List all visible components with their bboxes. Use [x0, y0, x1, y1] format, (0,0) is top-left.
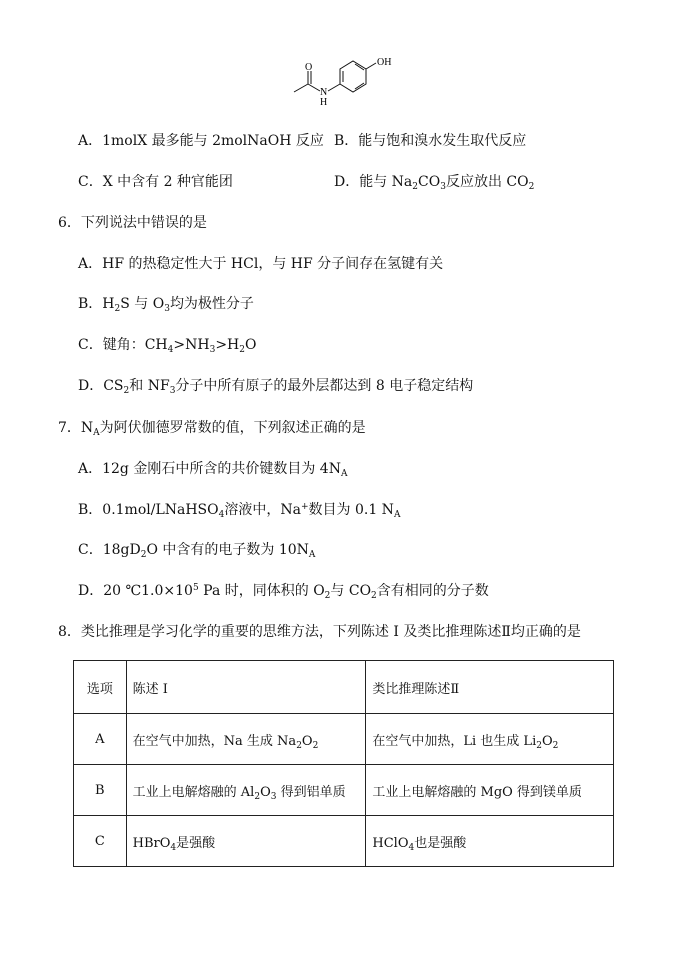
table-cell-statement-1: HBrO$_4$是强酸 [126, 816, 366, 867]
table-row [74, 765, 614, 816]
table-cell-statement-2: HClO$_4$也是强酸 [366, 816, 614, 867]
q5-option-c [78, 173, 233, 191]
q6-stem: 6．下列说法中错误的是 [58, 215, 207, 231]
molecule-structure-diagram [290, 52, 410, 110]
table-cell-statement-2: 工业上电解熔融的 MgO 得到镁单质 [366, 765, 614, 816]
q5-option-a [78, 132, 324, 150]
table-cell-statement-1: 在空气中加热，Na 生成 $Na_2O_2$ [126, 714, 366, 765]
table-cell-key: B [74, 765, 127, 816]
table-cell-statement-2: 在空气中加热，Li 也生成 $Li_2O_2$ [366, 714, 614, 765]
table-cell-key: C [74, 816, 127, 867]
q7-option-a: A．12g 金刚石中所含的共价键数目为 $4N_A$ [78, 461, 348, 479]
q6-option-b: B．$H_2S$ 与 $O_3$均为极性分子 [78, 296, 254, 314]
q8-stem: 8．类比推理是学习化学的重要的思维方法，下列陈述 I 及类比推理陈述Ⅱ均正确的是 [58, 624, 581, 640]
table-cell-key: A [74, 714, 127, 765]
q6-option-d: D．$CS_2$和 $NF_3$分子中所有原子的最外层都达到 8 电子稳定结构 [78, 378, 474, 396]
table-header-statement-2: 类比推理陈述Ⅱ [366, 661, 614, 714]
q5-option-b-text: B．能与饱和溴水发生取代反应 [334, 133, 527, 149]
q5-option-a-text: A．1molX 最多能与 2molNaOH 反应 [78, 133, 324, 149]
o-label: O [305, 62, 313, 73]
table-row [74, 816, 614, 867]
q6-option-c: C．键角：$CH_4>NH_3>H_2O$ [78, 337, 257, 355]
h-label: H [320, 97, 328, 108]
q5-option-b [334, 132, 526, 150]
q7-option-b: B．0.1mol/LNaHSO$_4$溶液中，Na+数目为 0.1 $N_A$ [78, 502, 401, 520]
n-label: N [320, 87, 328, 98]
table-header-statement-1: 陈述 I [126, 661, 366, 714]
q7-option-d: D．20 $℃1.0\times 10^5$ Pa 时，同体积的 $O_2$与 $CO_2$含有相同的分子数 [78, 583, 489, 601]
q5-option-d: D．能与 $Na_2CO_3$反应放出 $CO_2$ [334, 174, 535, 192]
table-header-option: 选项 [74, 661, 127, 714]
q8-comparison-table [73, 660, 614, 867]
q6-option-a: A．HF 的热稳定性大于 HCl，与 HF 分子间存在氢键有关 [78, 256, 444, 272]
q7-stem: 7．$N_A$为阿伏伽德罗常数的值，下列叙述正确的是 [58, 420, 366, 438]
q7-option-c: C．$18gD_2O$ 中含有的电子数为 $10N_A$ [78, 542, 316, 560]
oh-label: OH [377, 57, 392, 68]
table-row [74, 714, 614, 765]
table-cell-statement-1: 工业上电解熔融的 $Al_2O_3$ 得到铝单质 [126, 765, 366, 816]
table-header-row [74, 661, 614, 714]
q5-option-c-text: C．X 中含有 2 种官能团 [78, 174, 233, 190]
